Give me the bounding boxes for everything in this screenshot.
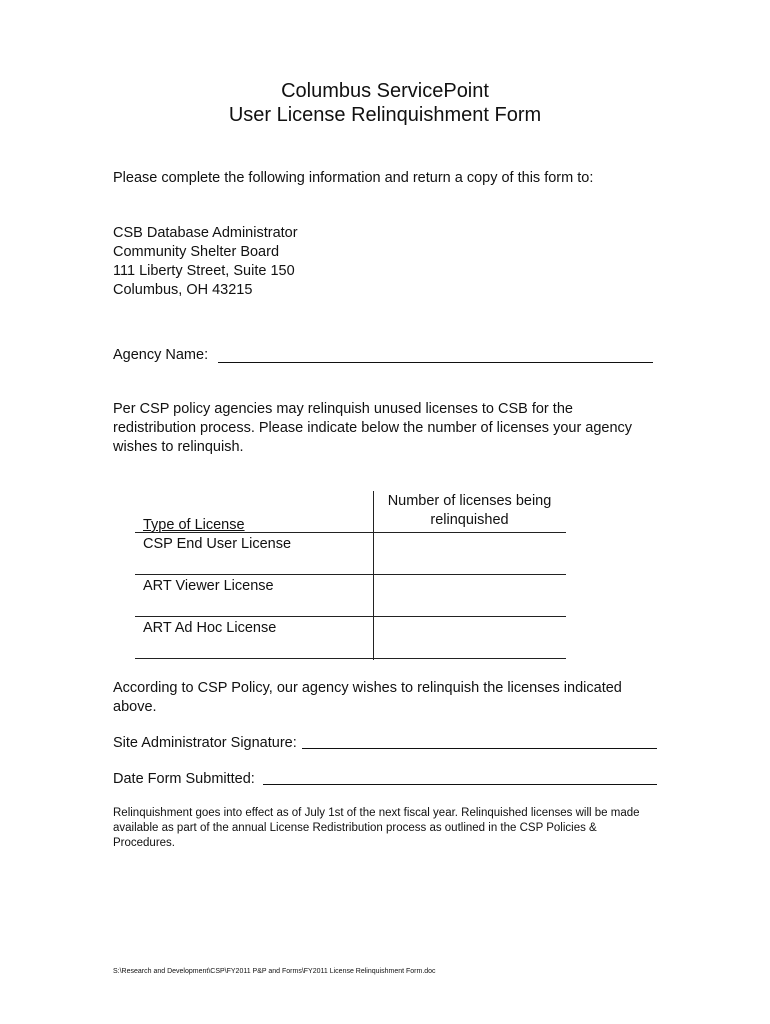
signature-field[interactable]	[302, 748, 657, 749]
license-count-art-ad-hoc[interactable]	[375, 619, 565, 657]
col-header-type: Type of License	[143, 517, 245, 533]
form-title-line2: User License Relinquishment Form	[228, 104, 542, 126]
intro-text: Please complete the following information and return a copy of this form to:	[113, 170, 594, 186]
policy-paragraph: Per CSP policy agencies may relinquish unused licenses to CSB for the redistribution process. Please indicate below the number of licenses your agency wishes to relinquish.	[113, 401, 633, 455]
table-rule-row2	[135, 616, 566, 617]
license-count-art-viewer[interactable]	[375, 577, 565, 615]
date-submitted-field[interactable]	[263, 784, 657, 785]
agency-name-label: Agency Name:	[113, 347, 209, 363]
agreement-paragraph: According to CSP Policy, our agency wishes to relinquish the licenses indicated above.	[113, 680, 622, 715]
license-type-csp-end-user: CSP End User License	[143, 536, 292, 552]
date-submitted-label: Date Form Submitted:	[113, 771, 255, 787]
address-line-3: 111 Liberty Street, Suite 150	[113, 263, 295, 279]
agency-name-field[interactable]	[218, 362, 653, 363]
address-line-2: Community Shelter Board	[113, 244, 280, 260]
table-column-divider	[373, 491, 374, 660]
license-count-csp-end-user[interactable]	[375, 535, 565, 573]
footer-file-path: S:\Research and Development\CSP\FY2011 P&P and Forms\FY2011 License Relinquishment Form.doc	[113, 968, 436, 975]
table-rule-row3	[135, 658, 566, 659]
license-type-art-ad-hoc: ART Ad Hoc License	[143, 620, 277, 636]
table-rule-row1	[135, 574, 566, 575]
address-line-1: CSB Database Administrator	[113, 225, 298, 241]
address-line-4: Columbus, OH 43215	[113, 282, 253, 298]
signature-label: Site Administrator Signature:	[113, 735, 297, 751]
table-rule-header	[135, 532, 566, 533]
license-type-art-viewer: ART Viewer License	[143, 578, 274, 594]
effective-date-note: Relinquishment goes into effect as of July 1st of the next fiscal year. Relinquished licenses will be made available as part of the annual License Redistribution process as outlined in the CSP Policies & Procedures.	[113, 807, 640, 849]
col-header-count: Number of licenses being relinquished	[387, 493, 552, 528]
form-title-line1: Columbus ServicePoint	[281, 80, 489, 102]
